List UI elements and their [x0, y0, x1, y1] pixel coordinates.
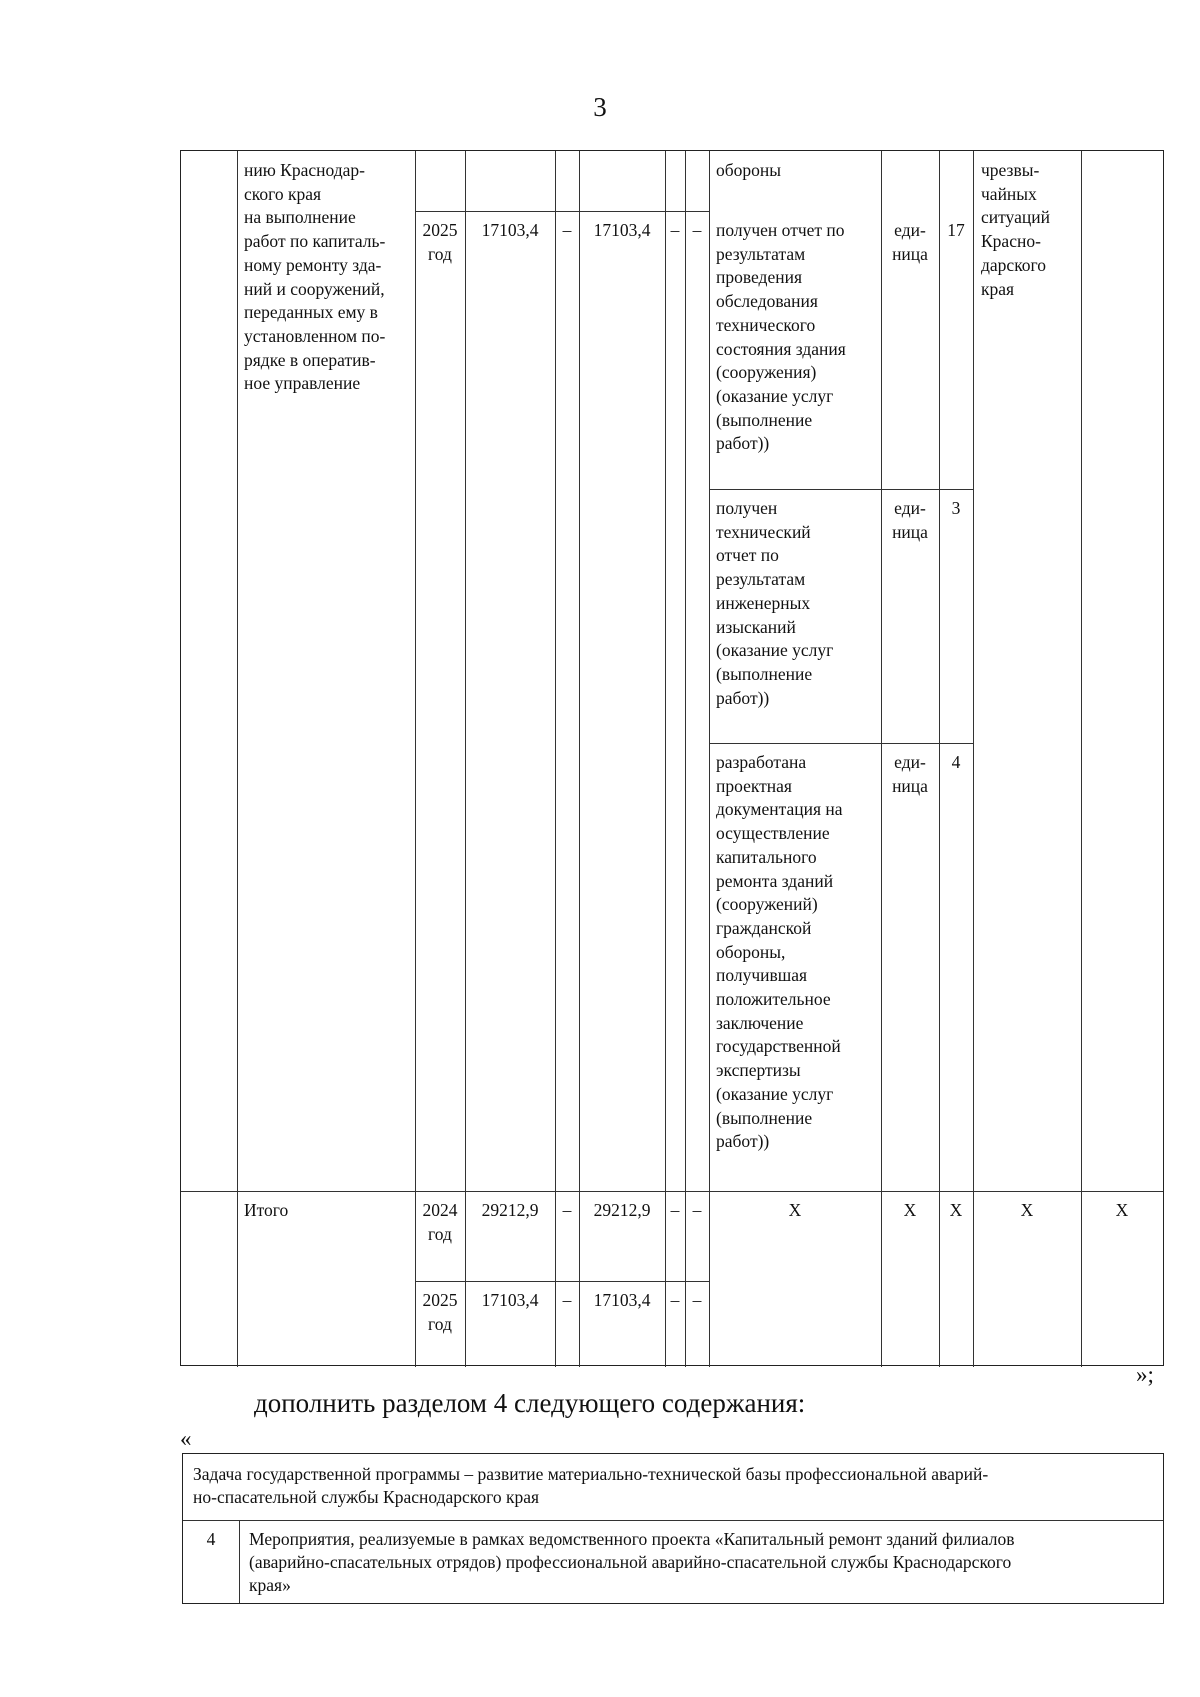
result-text-line: (выполнение [716, 409, 813, 430]
result-1-unit [881, 219, 939, 266]
result-text-line: гражданской [716, 917, 812, 938]
executor-line: Красно- [981, 231, 1041, 252]
activity-description-line: ского края [244, 183, 322, 204]
unit-line: ница [892, 775, 928, 796]
result-text-line: капитального [716, 846, 817, 867]
unit-line: ница [892, 521, 928, 542]
activity-description-line: работ по капиталь- [244, 231, 386, 252]
unit-line: еди- [894, 498, 926, 518]
unit-line: еди- [894, 220, 926, 240]
total-funding-2025: 17103,4 [481, 220, 539, 240]
result-text-line: отчет по [716, 545, 779, 566]
total-col-c-2025: – [670, 1290, 680, 1310]
result-2-text [716, 497, 881, 710]
total-funding-2024: 29212,9 [481, 1200, 539, 1220]
total-year-2025 [415, 1289, 465, 1336]
result-text-line: экспертизы [716, 1060, 801, 1081]
result-text-line: получившая [716, 965, 808, 986]
activity-description [244, 159, 414, 396]
total-col-a-2024: – [562, 1200, 572, 1220]
result-text-line: положительное [716, 989, 831, 1010]
result-text-line: технический [716, 521, 811, 542]
result-text-line: разработана [716, 752, 807, 772]
total-x-executor: X [1020, 1200, 1034, 1220]
year-2025 [415, 219, 465, 266]
result-text-line: проектная [716, 775, 792, 796]
result-text-line: (оказание услуг [716, 1083, 834, 1104]
result-text-line: получен [716, 498, 778, 518]
executor-line: дарского [981, 254, 1047, 275]
total-x-value: X [949, 1200, 963, 1220]
result-text-line: обороны, [716, 941, 786, 962]
task-header [193, 1463, 1158, 1509]
funding-col-d-2025: – [692, 220, 702, 240]
project-line: Мероприятия, реализуемые в рамках ведомственного проекта «Капитальный ремонт зданий филиалов [249, 1529, 1015, 1549]
total-x-result: X [788, 1200, 802, 1220]
total-x-unit: X [903, 1200, 917, 1220]
result-text-line: заключение [716, 1012, 804, 1033]
result-text-line: (сооружения) [716, 362, 817, 383]
year-value: 2024 [422, 1200, 458, 1220]
total-col-a-2025: – [562, 1290, 572, 1310]
task-line: Задача государственной программы – развитие материально-технической базы профессиональной аварий- [193, 1464, 989, 1484]
result-1-text [716, 219, 881, 456]
page-number: 3 [593, 92, 607, 122]
unit-line: ница [892, 243, 928, 264]
lead-text: дополнить разделом 4 следующего содержания: [254, 1388, 806, 1418]
total-year-2024 [415, 1199, 465, 1246]
total-funding-2025-sum: 17103,4 [481, 1290, 539, 1310]
executor-line: ситуаций [981, 207, 1050, 228]
result-text-line: технического [716, 314, 816, 335]
year-unit: год [428, 243, 452, 264]
result-text-line: результатам [716, 569, 806, 590]
total-col-d-2025: – [692, 1290, 702, 1310]
total-x-last: X [1115, 1200, 1129, 1220]
executor-line: чайных [981, 183, 1037, 204]
year-unit: год [428, 1313, 452, 1334]
result-text-line: (выполнение [716, 1107, 813, 1128]
year-value: 2025 [422, 1290, 458, 1310]
result-2-unit [881, 497, 939, 544]
total-col-b-2025: 17103,4 [593, 1290, 651, 1310]
funding-col-b-2025: 17103,4 [593, 220, 651, 240]
funding-col-c-2025: – [670, 220, 680, 240]
result-3-value: 4 [951, 752, 961, 772]
executor-line: чрезвы- [981, 160, 1040, 180]
section-4-table [182, 1453, 1164, 1604]
project-line: края» [249, 1575, 291, 1595]
activity-description-line: рядке в оператив- [244, 349, 376, 370]
total-col-b-2024: 29212,9 [593, 1200, 651, 1220]
result-text-line: обследования [716, 291, 818, 312]
executor-text [981, 159, 1081, 301]
activity-description-line: ний и сооружений, [244, 278, 385, 299]
project-row-text [249, 1528, 1159, 1597]
total-label: Итого [244, 1200, 289, 1220]
result-text-line: результатам [716, 243, 806, 264]
result-3-text [716, 751, 881, 1154]
result-text-line: изысканий [716, 616, 796, 637]
unit-line: еди- [894, 752, 926, 772]
executor-line: края [981, 278, 1015, 299]
total-col-c-2024: – [670, 1200, 680, 1220]
result-text-line: работ)) [716, 433, 770, 454]
total-col-d-2024: – [692, 1200, 702, 1220]
funding-col-a-2025: – [562, 220, 572, 240]
result-text-line: (сооружений) [716, 894, 818, 915]
task-line: но-спасательной службы Краснодарского края [193, 1487, 540, 1507]
activity-description-line: ному ремонту зда- [244, 254, 382, 275]
activity-description-line: установленном по- [244, 325, 386, 346]
result-text-line: государственной [716, 1036, 841, 1057]
result-text-line: состояния здания [716, 338, 846, 359]
result-2-value: 3 [951, 498, 961, 518]
row-number: 4 [206, 1529, 216, 1549]
top-result-text: обороны [716, 160, 782, 180]
result-text-line: (выполнение [716, 663, 813, 684]
result-text-line: ремонта зданий [716, 870, 834, 891]
result-text-line: инженерных [716, 592, 811, 613]
result-text-line: проведения [716, 267, 803, 288]
activity-description-line: на выполнение [244, 207, 356, 228]
result-text-line: работ)) [716, 687, 770, 708]
closing-quote: »; [1136, 1362, 1154, 1387]
measures-table [180, 150, 1164, 1366]
year-unit: год [428, 1223, 452, 1244]
project-line: (аварийно-спасательных отрядов) профессиональной аварийно-спасательной службы Краснодарского [249, 1552, 1012, 1572]
result-text-line: осуществление [716, 823, 830, 844]
result-text-line: получен отчет по [716, 220, 845, 240]
activity-description-line: ное управление [244, 373, 361, 394]
result-3-unit [881, 751, 939, 798]
result-text-line: (оказание услуг [716, 385, 834, 406]
result-1-value: 17 [947, 220, 965, 240]
result-text-line: (оказание услуг [716, 640, 834, 661]
activity-description-line: переданных ему в [244, 302, 378, 323]
result-text-line: работ)) [716, 1131, 770, 1152]
year-value: 2025 [422, 220, 458, 240]
result-text-line: документация на [716, 799, 843, 820]
opening-quote: « [180, 1426, 192, 1451]
activity-description-line: нию Краснодар- [244, 160, 365, 180]
